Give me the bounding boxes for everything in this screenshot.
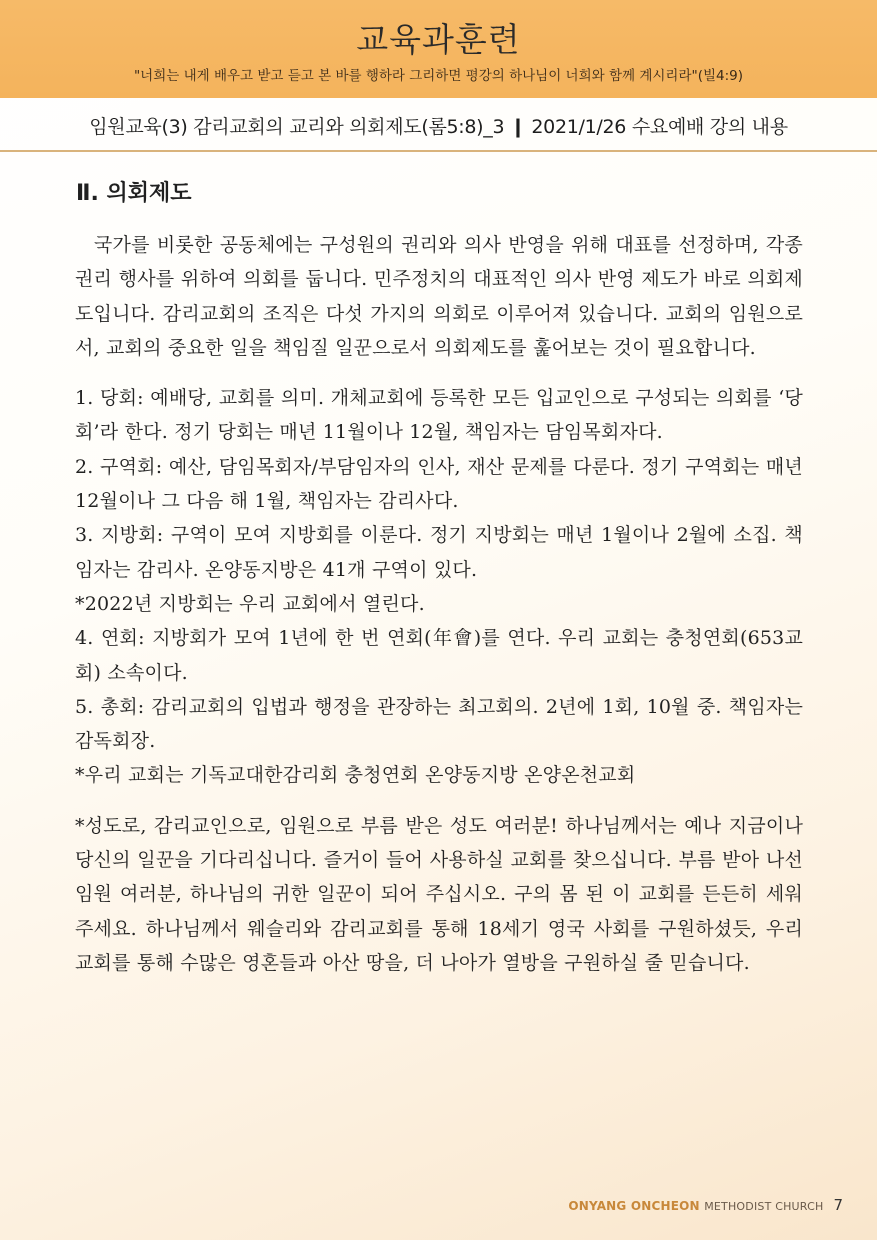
page-number: 7: [833, 1196, 843, 1214]
closing-paragraph: *성도로, 감리교인으로, 임원으로 부름 받은 성도 여러분! 하나님께서는 예나 지금이나 당신의 일꾼을 기다리십니다. 즐거이 들어 사용하실 교회를 찾으십니다. 부름 받아 나선 임원 여러분, 하나님의 귀한 일꾼이 되어 주십시오. 구의 몸 된 이 교회를 든든히 세워 주세요. 하나님께서 웨슬리와 감리교회를 통해 18세기 영국 사회를 구원하셨듯, 우리 교회를 통해 수많은 영혼들과 아산 땅을, 더 나아가 열방을 구원하실 줄 믿습니다.: [75, 814, 803, 974]
brand-sub: METHODIST CHURCH: [704, 1200, 824, 1213]
page-footer: [568, 1196, 843, 1214]
spacer: [75, 365, 803, 381]
list-item: 3. 지방회: 구역이 모여 지방회를 이룬다. 정기 지방회는 매년 1월이나 2월에 소집. 책임자는 감리사. 온양동지방은 41개 구역이 있다.: [75, 524, 803, 581]
page-title: 교육과훈련: [356, 20, 521, 59]
list-item: 2. 구역회: 예산, 담임목회자/부담임자의 인사, 재산 문제를 다룬다. 정기 구역회는 매년 12월이나 그 다음 해 1월, 책임자는 감리사다.: [75, 455, 803, 513]
article-body: [75, 228, 803, 980]
list-item: 1. 당회: 예배당, 교회를 의미. 개체교회에 등록한 모든 입교인으로 구성되는 의회를 ‘당회’라 한다. 정기 당회는 매년 11월이나 12월, 책임자는 담임목회자다.: [75, 387, 803, 444]
header-banner: [0, 0, 877, 98]
church-brand: [568, 1199, 823, 1213]
spacer: [75, 793, 803, 809]
brand-name: ONYANG ONCHEON: [568, 1199, 700, 1213]
divider: [0, 150, 877, 152]
list-note: *2022년 지방회는 우리 교회에서 열린다.: [75, 592, 425, 615]
section-heading: Ⅱ. 의회제도: [76, 181, 192, 206]
list-note: *우리 교회는 기독교대한감리회 충청연회 온양동지방 온양온천교회: [75, 764, 636, 787]
bible-verse: "너희는 내게 배우고 받고 듣고 본 바를 행하라 그리하면 평강의 하나님이 너희와 함께 계시리라"(빌4:9): [133, 68, 744, 84]
intro-paragraph: 국가를 비롯한 공동체에는 구성원의 권리와 의사 반영을 위해 대표를 선정하며, 각종 권리 행사를 위하여 의회를 둡니다. 민주정치의 대표적인 의사 반영 제도가 바로 의회제도입니다. 감리교회의 조직은 다섯 가지의 의회로 이루어져 있습니다. 교회의 임원으로서, 교회의 중요한 일을 책임질 일꾼으로서 의회제도를 훑어보는 것이 필요합니다.: [75, 234, 803, 359]
list-item: 5. 총회: 감리교회의 입법과 행정을 관장하는 최고회의. 2년에 1회, 10월 중. 책임자는 감독회장.: [75, 695, 803, 753]
lesson-subtitle: 임원교육(3) 감리교회의 교리와 의회제도(롬5:8)_3 ❙ 2021/1/26 수요예배 강의 내용: [89, 116, 788, 138]
list-item: 4. 연회: 지방회가 모여 1년에 한 번 연회(年會)를 연다. 우리 교회는 충청연회(653교회) 소속이다.: [75, 627, 803, 684]
